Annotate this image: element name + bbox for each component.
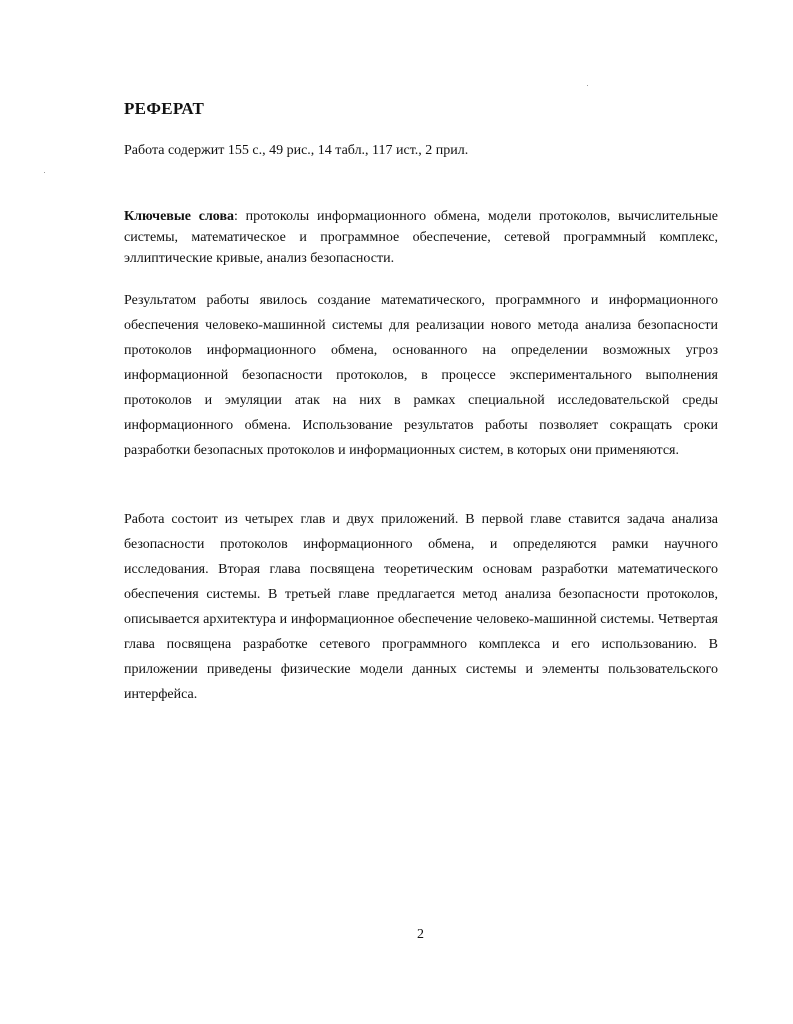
structure-paragraph: Работа состоит из четырех глав и двух приложений. В первой главе ставится задача анализа безопасности протоколов информационного обмена, и определяются рамки научного исследования. Вторая глава посвящена теоретическим основам разработки математического обеспечения системы. В третьей главе предлагается метод анализа безопасности протоколов, описывается архитектура и информационное обеспечение человеко-машинной системы. Четвертая глава посвящена разработке сетевого программного комплекса и его использованию. В приложении приведены физические модели данных системы и элементы пользовательского интерфейса.: [124, 512, 718, 702]
scan-speck: [44, 172, 45, 173]
keywords-paragraph: [124, 206, 718, 269]
keywords-text: : протоколы информационного обмена, модели протоколов, вычислительные системы, математическое и программное обеспечение, сетевой программный комплекс, эллиптические кривые, анализ безопасности.: [124, 209, 719, 266]
page-number: 2: [417, 927, 424, 942]
results-paragraph: Результатом работы явилось создание математического, программного и информационного обеспечения человеко-машинной системы для реализации нового метода анализа безопасности протоколов информационного обмена, основанного на определении возможных угроз информационной безопасности протоколов, в процессе экспериментального выполнения протоколов и эмуляции атак на них в рамках специальной исследовательской среды информационного обмена. Использование результатов работы позволяет сокращать сроки разработки безопасных протоколов и информационных систем, в которых они применяются.: [124, 293, 718, 458]
document-title: РЕФЕРАТ: [124, 99, 205, 118]
scan-speck: [587, 85, 588, 86]
keywords-label: Ключевые слова: [124, 209, 235, 224]
work-summary: Работа содержит 155 с., 49 рис., 14 табл., 117 ист., 2 прил.: [124, 143, 469, 158]
